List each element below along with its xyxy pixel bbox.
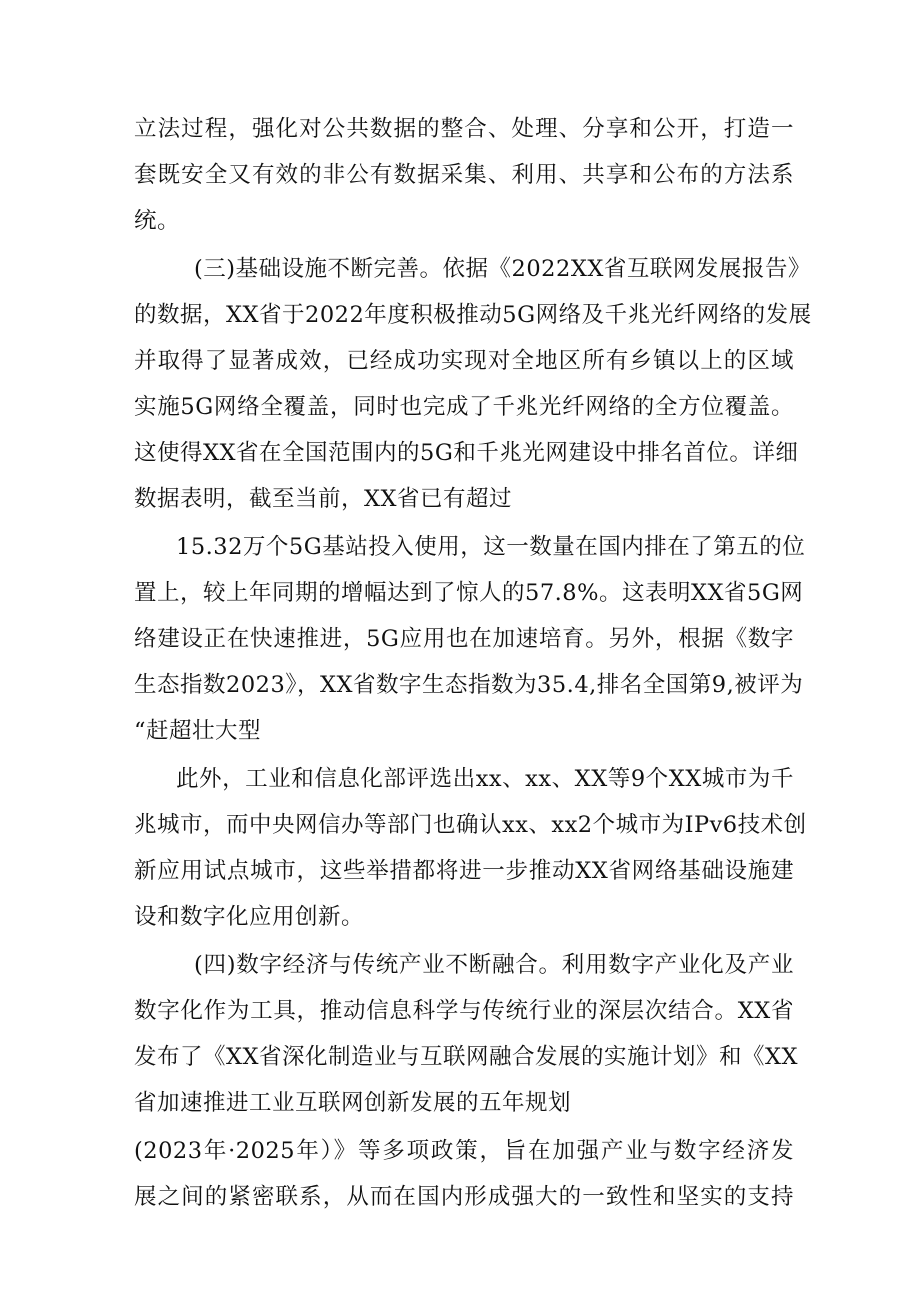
body-text-line: 套既安全又有效的非公有数据采集、利用、共享和公布的方法系 [134, 162, 794, 188]
body-text-line: 的数据，XX省于2022年度积极推动5G网络及千兆光纤网络的发展 [134, 302, 812, 328]
body-text-line: 并取得了显著成效，已经成功实现对全地区所有乡镇以上的区域 [134, 348, 794, 374]
body-text-line: 络建设正在快速推进，5G应用也在加速培育。另外，根据《数字 [134, 626, 794, 652]
body-text-line: 数字化作为工具，推动信息科学与传统行业的深层次结合。XX省 [134, 998, 794, 1024]
body-text-line: 发布了《XX省深化制造业与互联网融合发展的实施计划》和《XX [134, 1044, 799, 1070]
body-text-line: 15.32万个5G基站投入使用，这一数量在国内排在了第五的位 [176, 534, 806, 560]
body-text-line: 实施5G网络全覆盖，同时也完成了千兆光纤网络的全方位覆盖。 [134, 394, 794, 420]
body-text-line: 数据表明，截至当前，XX省已有超过 [134, 486, 513, 512]
section-heading-line: (四)数字经济与传统产业不断融合。利用数字产业化及产业 [194, 952, 794, 978]
body-text-line: 省加速推进工业互联网创新发展的五年规划 [134, 1090, 572, 1116]
body-text-line: 统。 [134, 208, 181, 234]
body-text-line: 设和数字化应用创新。 [134, 904, 365, 930]
body-text-line: 兆城市，而中央网信办等部门也确认xx、xx2个城市为IPv6技术创 [134, 812, 807, 838]
body-text-line: 生态指数2023》，XX省数字生态指数为35.4,排名全国第9,被评为 [134, 672, 804, 698]
body-text-line: 此外，工业和信息化部评选出xx、xx、XX等9个XX城市为千 [176, 766, 794, 792]
body-text-line: 展之间的紧密联系，从而在国内形成强大的一致性和坚实的支持 [134, 1184, 794, 1210]
section-heading-line: (三)基础设施不断完善。依据《2022XX省互联网发展报告》 [194, 256, 811, 282]
body-text-line: (2023年·2025年）》等多项政策，旨在加强产业与数字经济发 [134, 1138, 794, 1164]
body-text-line: 置上，较上年同期的增幅达到了惊人的57.8%。这表明XX省5G网 [134, 580, 804, 606]
body-text-line: “赶超壮大型 [134, 718, 262, 744]
body-text-line: 新应用试点城市，这些举措都将进一步推动XX省网络基础设施建 [134, 858, 794, 884]
body-text-line: 立法过程，强化对公共数据的整合、处理、分享和公开，打造一 [134, 116, 794, 142]
body-text-line: 这使得XX省在全国范围内的5G和千兆光网建设中排名首位。详细 [134, 440, 799, 466]
